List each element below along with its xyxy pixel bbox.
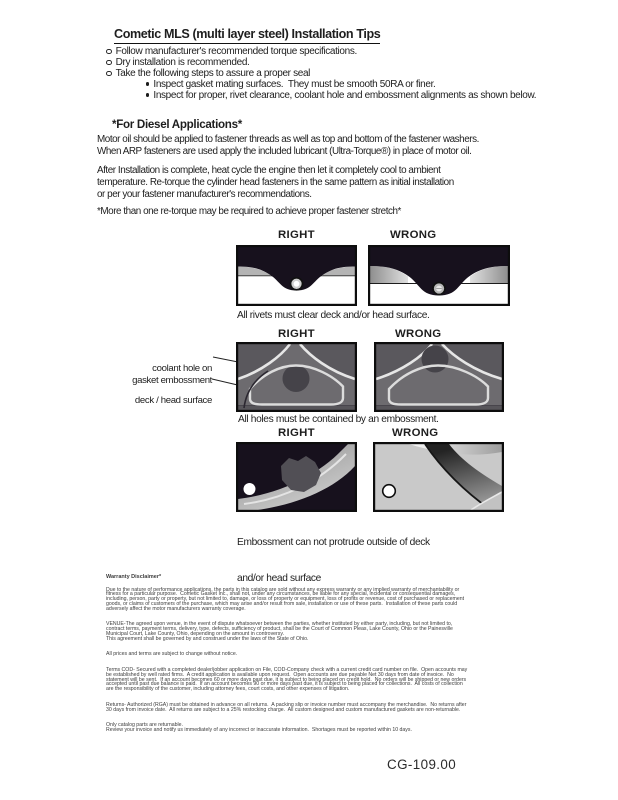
right-label: RIGHT <box>278 328 315 340</box>
right-label: RIGHT <box>278 229 315 241</box>
dot-bullet-icon <box>146 82 149 85</box>
page-number: CG-109.00 <box>387 757 457 772</box>
tip-text: Follow manufacturer's recommended torque specifications. <box>115 46 357 57</box>
circle-bullet-icon <box>106 71 112 77</box>
fine-print-line: be established by well rated firms. A credit application is available upon request. Open accounts are due payable Net 30 days from date of invoice. No <box>106 671 454 678</box>
list-item <box>146 79 536 90</box>
dot-bullet-icon <box>146 93 149 96</box>
warranty-disclaimer-section <box>106 574 516 744</box>
fine-print-line: statement will be sent. If an account becomes 60 or more days past due, it is subject to being placed on credit hold. No orders will be shipped or new orders <box>106 676 467 683</box>
list-item <box>106 46 536 57</box>
bolt-hole-icon <box>244 483 256 495</box>
fine-print-line: accepted until past due balance is paid. If an account becomes 90 or more days past due, it is subject to being placed for collections. All costs of collection <box>106 681 463 688</box>
rivet-caption: All rivets must clear deck and/or head surface. <box>237 310 430 321</box>
fine-print-line: All prices and terms are subject to change without notice. <box>106 651 238 658</box>
coolant-hole-icon <box>283 365 310 392</box>
tip-text: Take the following steps to assure a proper seal <box>115 68 311 79</box>
returnable-paragraph <box>106 723 516 733</box>
text-line: temperature. Re-torque the cylinder head fasteners in the same pattern as initial installation <box>97 176 454 188</box>
tip-text: Inspect gasket mating surfaces. They must be smooth 50RA or finer. <box>153 79 436 90</box>
fine-print-line: 30 days from invoice date. All returns are subject to a 25% restocking charge. All custom designed and custom manufactured gaskets are non-returnable. <box>106 706 461 713</box>
right-label: RIGHT <box>278 427 315 439</box>
diesel-paragraph-1 <box>97 134 479 158</box>
list-item <box>106 68 536 79</box>
page-title: Cometic MLS (multi layer steel) Installation Tips <box>114 27 380 44</box>
circle-bullet-icon <box>106 60 112 66</box>
warranty-heading: Warranty Disclaimer* <box>106 574 162 580</box>
fine-print-line: Due to the nature of performance applications, the parts in this catalog are sold without any express warranty or any implied warranty of merchantability or <box>106 586 460 593</box>
fine-print-line: Only catalog parts are returnable. <box>106 722 183 729</box>
list-item <box>146 90 536 101</box>
annotation-line: deck / head surface <box>134 394 212 406</box>
fine-print-line: fitness for a particular purpose. Cometic Gasket Inc., shall not, under any circumstances, be liable for any special, incidental or consequential damages, <box>106 591 456 598</box>
circle-bullet-icon <box>106 49 112 55</box>
embossment-right-diagram <box>236 442 357 512</box>
fine-print-line: Terms COD- Secured with a completed dealer/jobber application on File, COD-Company check with a current credit card number on file. Open accounts may <box>106 667 468 673</box>
prices-paragraph <box>106 652 516 657</box>
wrong-label: WRONG <box>392 427 439 439</box>
fine-print-line: Municipal Court, Lake County, Ohio, depending on the amount in controversy. <box>106 630 285 637</box>
text-line: Motor oil should be applied to fastener threads as well as top and bottom of the fastener washers. <box>97 134 479 145</box>
fine-print-line: including, person, party or property, but not limited to, damage, or loss of property or equipment, loss of profits or revenue, cost of purchased or replacement <box>106 596 465 602</box>
fine-print-line: goods, or claims of customers of the purchase, which may arise and/or result from sale, installation or use of these parts. Installation of these parts could <box>106 600 458 607</box>
fine-print-line: Review your invoice and notify us immediately of any incorrect or inaccurate information. Shortages must be reported within 10 days. <box>106 727 412 733</box>
coolant-hole-right-diagram <box>236 342 357 412</box>
retorque-note: *More than one re-torque may be required to achieve proper fastener stretch* <box>97 206 401 217</box>
embossment-wrong-diagram <box>373 442 504 512</box>
fine-print-line: contract terms, payment terms, delivery, type, defects, sufficiency of product, shall be the Court of Common Pleas, Lake County, Ohio or the Painesville <box>106 626 453 632</box>
fine-print-line: are the responsibility of the customer, including attorney fees, court costs, and other expenses of litigation. <box>106 686 350 692</box>
holes-caption: All holes must be contained by an embossment. <box>238 414 439 425</box>
terms-paragraph <box>106 668 516 692</box>
text-line: After Installation is complete, heat cycle the engine then let it completely cool to ambient <box>97 165 441 176</box>
fine-print-line: This agreement shall be governed by and construed under the laws of the State of Ohio. <box>106 635 309 642</box>
tip-text: Dry installation is recommended. <box>115 57 250 68</box>
installation-tips-list <box>106 46 536 101</box>
coolant-hole-icon <box>422 346 449 373</box>
bolt-hole-icon <box>383 485 396 498</box>
annotation-line: coolant hole on <box>152 363 212 375</box>
caption-line: Embossment can not protrude outside of deck <box>237 537 430 548</box>
tip-text: Inspect for proper, rivet clearance, coolant hole and embossment alignments as shown below. <box>153 90 537 101</box>
gasket-embossment-annotation: gasket embossment <box>132 375 212 386</box>
fine-print-line: VENUE-The agreed upon venue, in the event of dispute whatsoever between the parties, whether instituted by either party, including, but not limited to, <box>106 621 453 628</box>
wrong-label: WRONG <box>395 328 442 340</box>
text-line: When ARP fasteners are used apply the included lubricant (Ultra-Torque®) in place of motor oil. <box>97 145 472 157</box>
rivet-clearance-wrong-diagram <box>368 245 510 306</box>
caption-line: and/or head surface <box>237 573 321 584</box>
text-line: or per your fastener manufacturer's recommendations. <box>97 188 312 200</box>
fine-print-line: adversely affect the motor manufacturers warranty coverage. <box>106 605 246 612</box>
coolant-hole-wrong-diagram <box>374 342 504 412</box>
fine-print-line: Returns- Authorized (RGA) must be obtained in advance on all returns. A packing slip or invoice number must accompany the merchandise. No returns after <box>106 701 467 708</box>
rivet-clearance-right-diagram <box>236 245 357 306</box>
venue-paragraph <box>106 622 516 641</box>
diesel-heading: *For Diesel Applications* <box>112 118 242 131</box>
list-item <box>106 57 536 68</box>
returns-paragraph <box>106 703 516 713</box>
wrong-label: WRONG <box>390 229 437 241</box>
warranty-paragraph <box>106 588 516 612</box>
diesel-paragraph-2 <box>97 165 454 200</box>
